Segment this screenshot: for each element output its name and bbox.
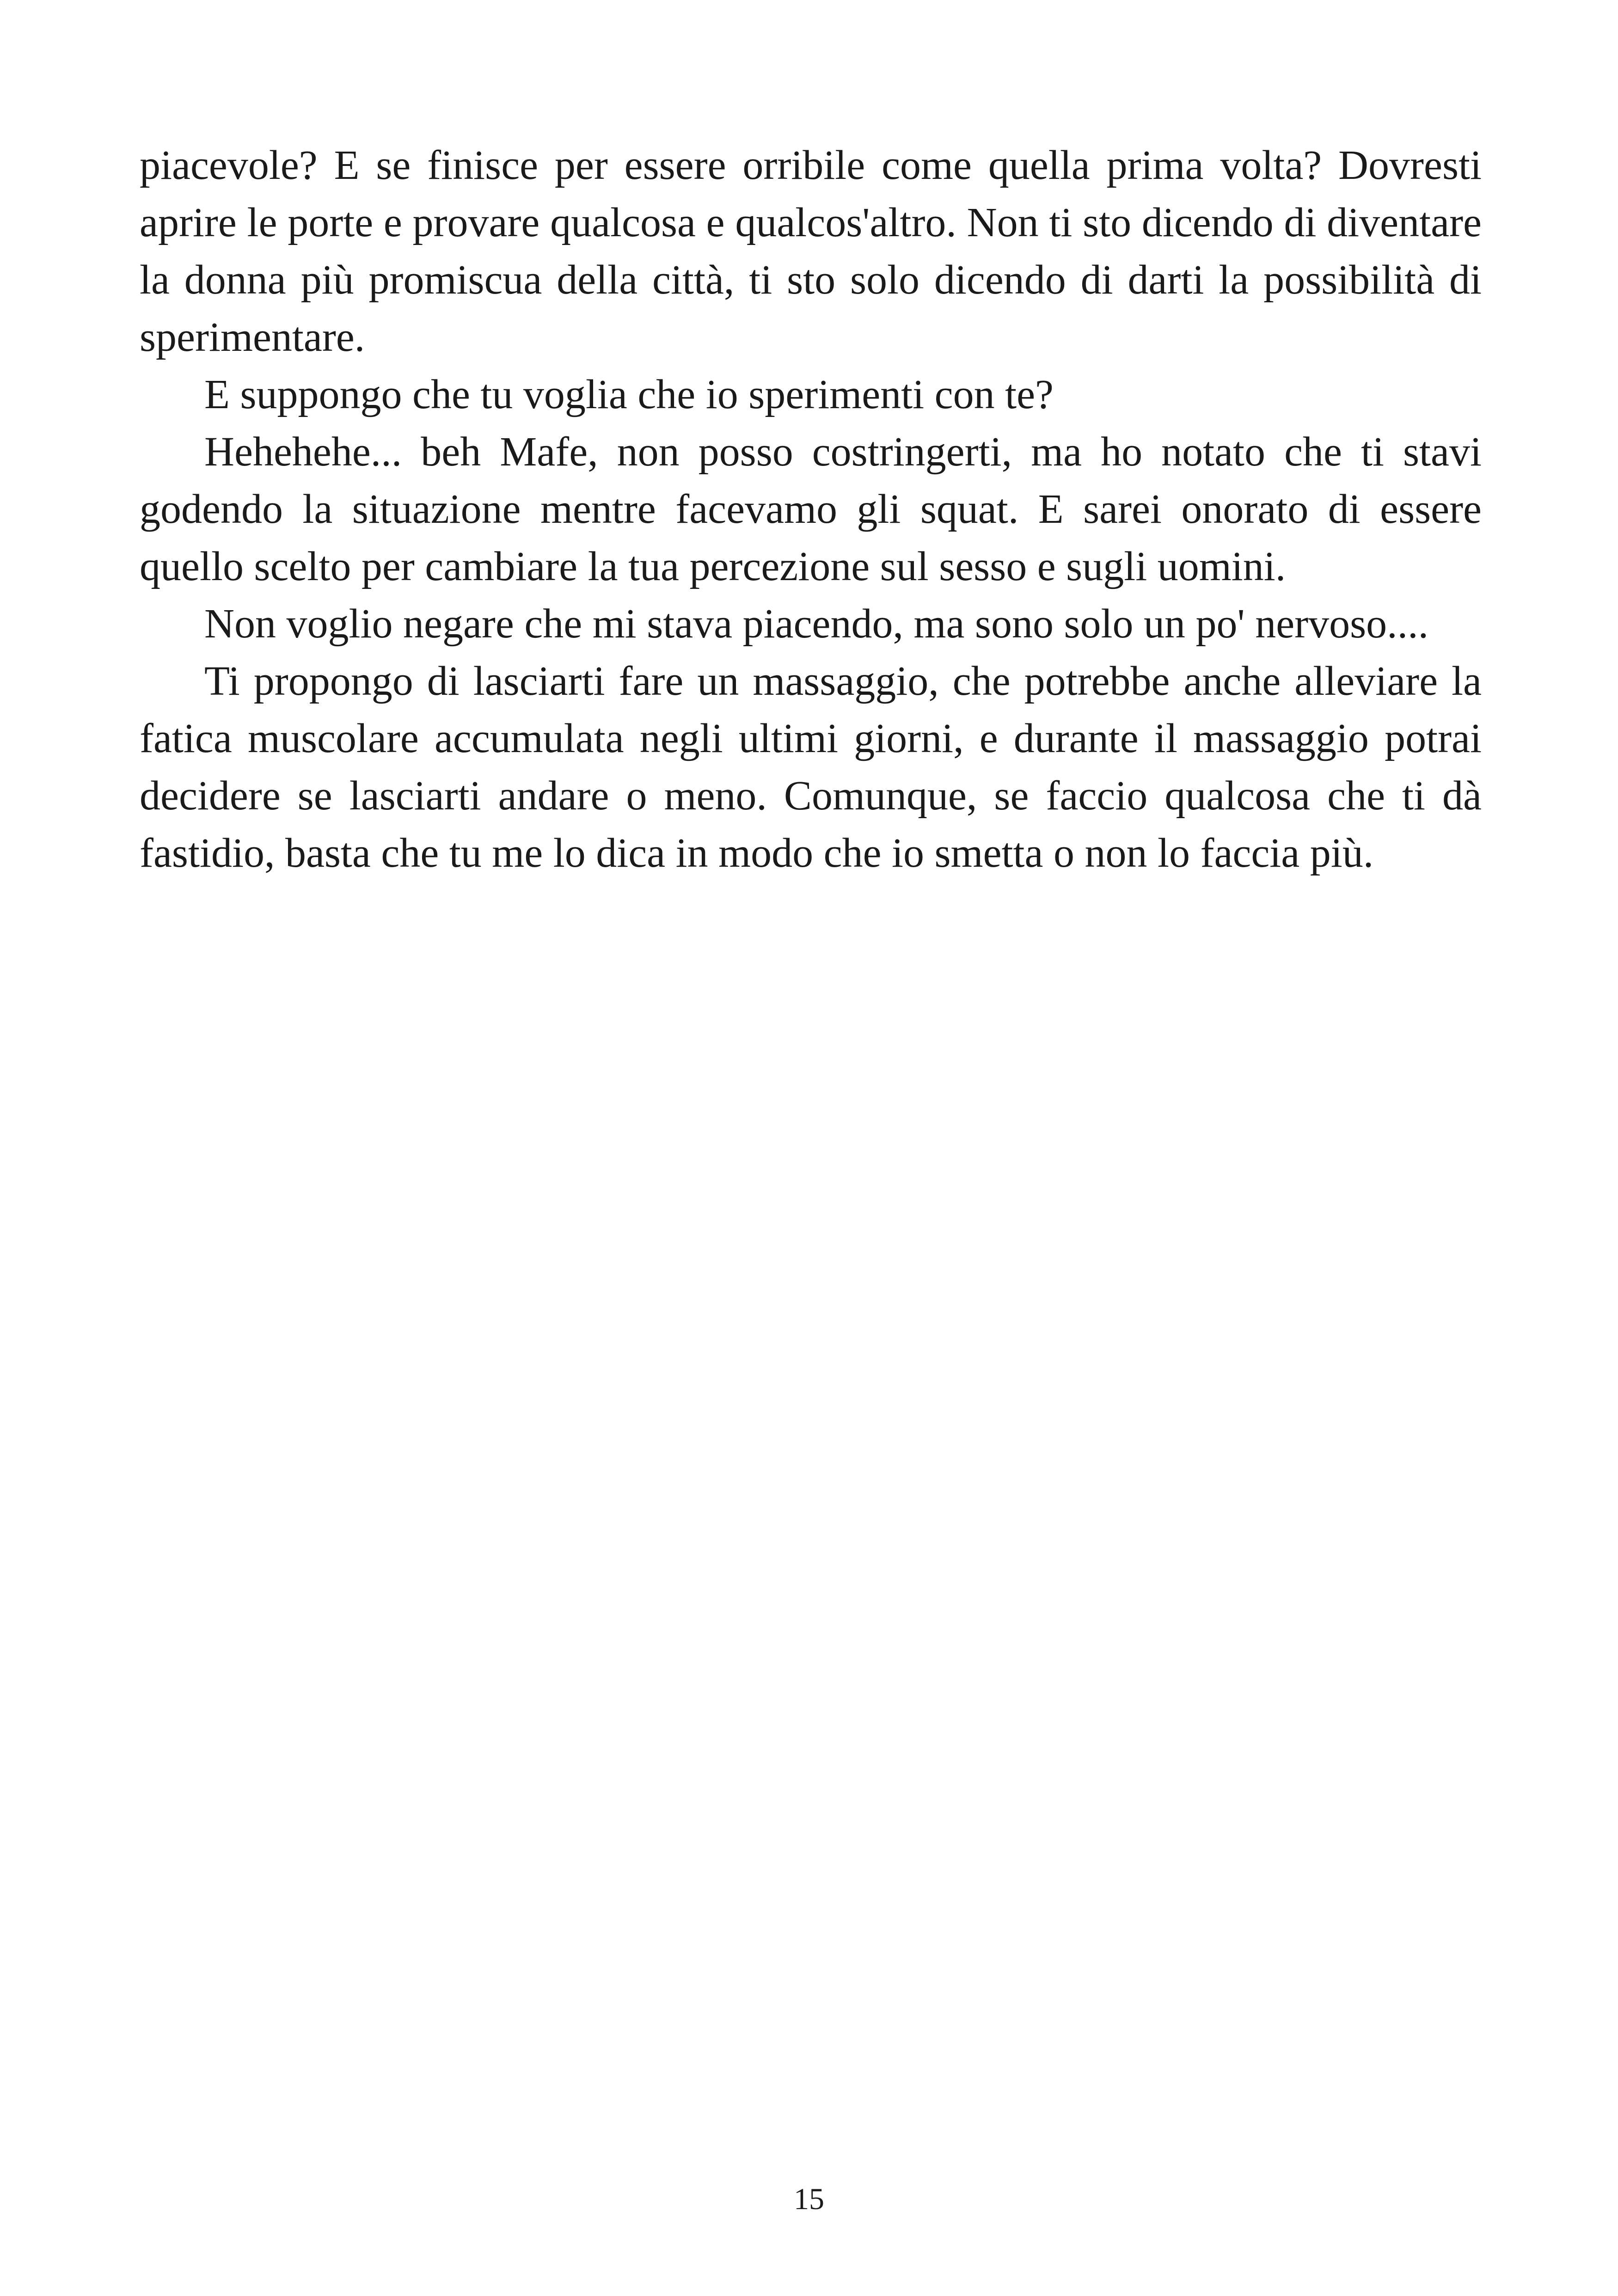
page-number: 15 [794,2182,824,2216]
paragraph: Non voglio negare che mi stava piacendo, ma sono solo un po' nervoso.... [204,601,1429,647]
paragraph-continued: piacevole? E se finisce per essere orribile come quella prima volta? Dovresti aprire le porte e provare qualcosa e qualcos'altro. Non ti sto dicendo di diventare la donna più promiscua della città, ti sto solo dicendo di darti la possibilità di sperimentare. [140,142,1482,360]
paragraph: E suppongo che tu voglia che io sperimenti con te? [204,372,1054,417]
body-text [140,137,1482,882]
paragraph: Hehehehe... beh Mafe, non posso costringerti, ma ho notato che ti stavi godendo la situazione mentre facevamo gli squat. E sarei onorato di essere quello scelto per cambiare la tua percezione sul sesso e sugli uomini. [140,429,1482,589]
paragraph: Ti propongo di lasciarti fare un massaggio, che potrebbe anche alleviare la fatica muscolare accumulata negli ultimi giorni, e durante il massaggio potrai decidere se lasciarti andare o meno. Comunque, se faccio qualcosa che ti dà fastidio, basta che tu me lo dica in modo che io smetta o non lo faccia più. [140,658,1482,876]
